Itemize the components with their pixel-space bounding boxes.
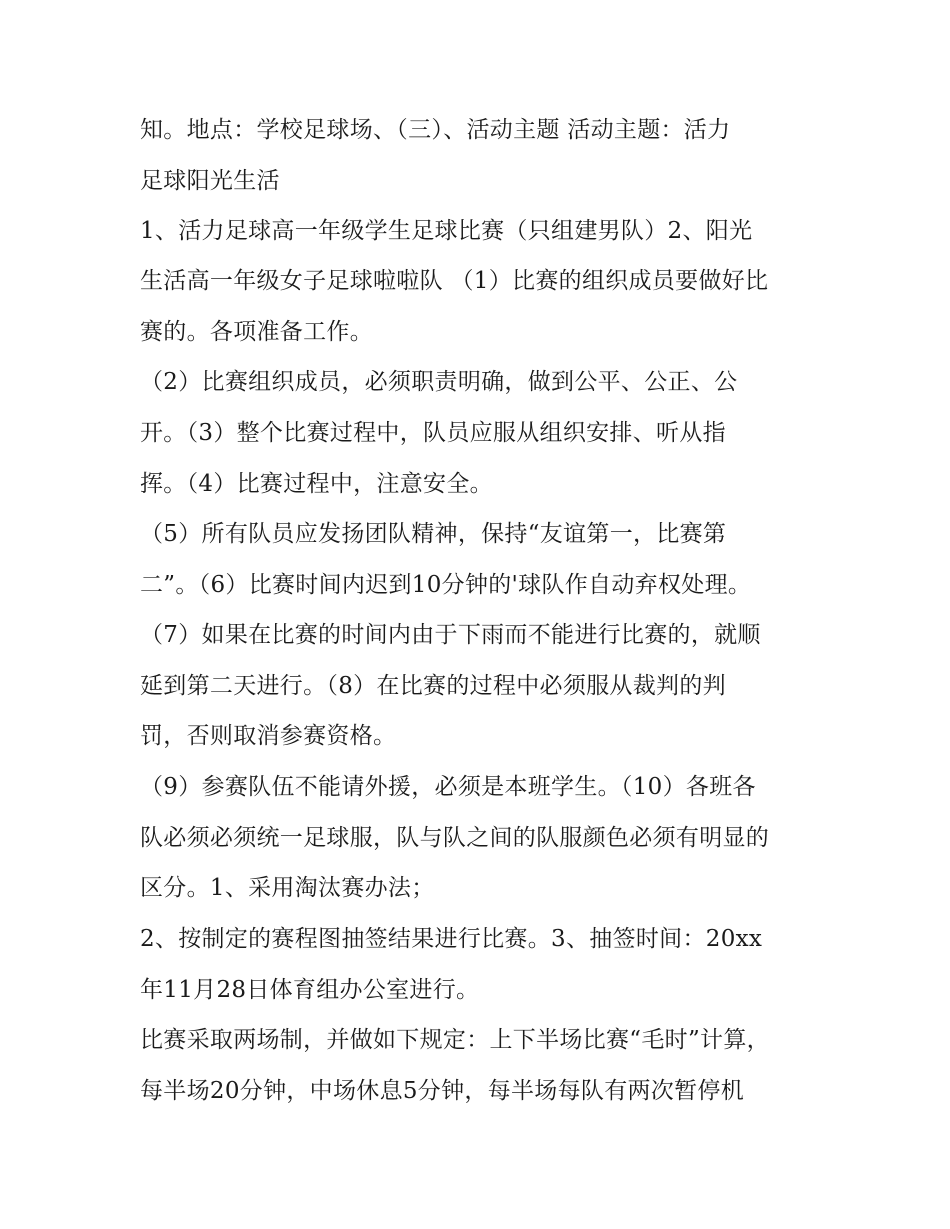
text-line: 1、活力足球高一年级学生足球比赛（只组建男队）2、阳光 (140, 218, 753, 244)
text-line: 开。（3）整个比赛过程中，队员应服从组织安排、听从指 (140, 420, 726, 446)
text-line: 比赛采取两场制，并做如下规定：上下半场比赛“毛时”计算， (140, 1027, 770, 1053)
text-line: 足球阳光生活 (140, 168, 280, 194)
text-line: 生活高一年级女子足球啦啦队 （1）比赛的组织成员要做好比 (140, 268, 769, 294)
text-line: （5）所有队员应发扬团队精神，保持“友谊第一，比赛第 (140, 521, 727, 547)
text-line: 队必须必须统一足球服，队与队之间的队服颜色必须有明显的 (140, 825, 770, 851)
text-line: 挥。（4）比赛过程中，注意安全。 (140, 471, 493, 497)
text-line: 二”。（6）比赛时间内迟到10分钟的'球队作自动弃权处理。 (140, 572, 752, 598)
text-line: 知。地点：学校足球场、（三）、活动主题 活动主题：活力 (140, 117, 731, 143)
text-line: 2、按制定的赛程图抽签结果进行比赛。3、抽签时间：20xx (140, 926, 763, 952)
text-line: 每半场20分钟，中场休息5分钟，每半场每队有两次暂停机 (140, 1078, 744, 1104)
text-line: 赛的。各项准备工作。 (140, 319, 373, 345)
text-line: 延到第二天进行。（8）在比赛的过程中必须服从裁判的判 (140, 673, 726, 699)
text-line: （2）比赛组织成员，必须职责明确，做到公平、公正、公 (140, 369, 738, 395)
text-line: 年11月28日体育组办公室进行。 (140, 977, 480, 1003)
text-line: 区分。1、采用淘汰赛办法； (140, 875, 435, 901)
text-line: （9）参赛队伍不能请外援，必须是本班学生。（10）各班各 (140, 774, 756, 800)
text-line: 罚，否则取消参赛资格。 (140, 723, 397, 749)
text-line: （7）如果在比赛的时间内由于下雨而不能进行比赛的，就顺 (140, 622, 761, 648)
